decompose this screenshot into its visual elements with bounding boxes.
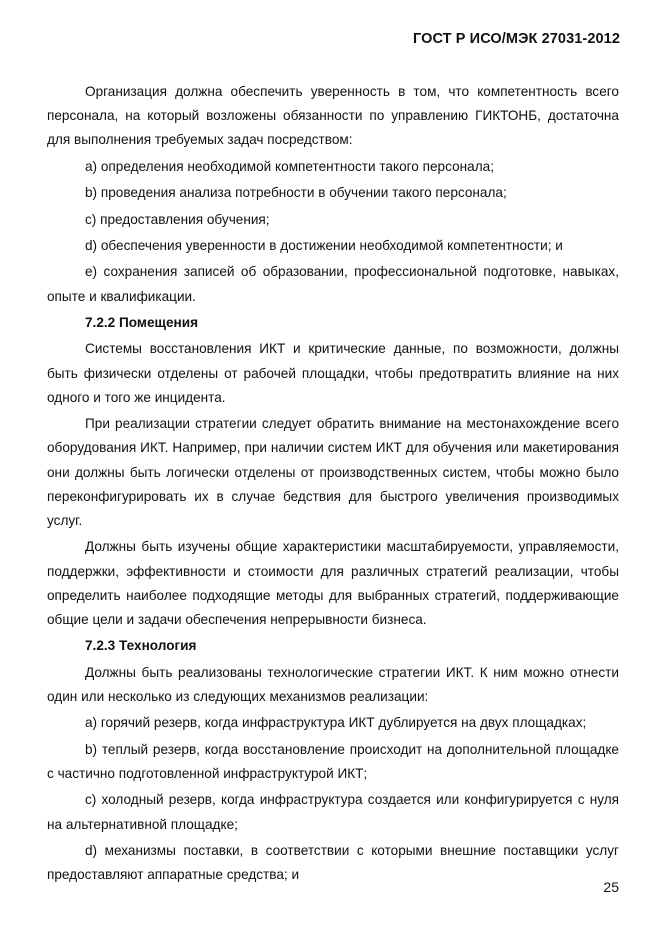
paragraph: Системы восстановления ИКТ и критические данные, по возможности, должны быть физически отделены от рабочей площадки, чтобы предотвратить влияние на них одного и того же инцидента. (47, 341, 619, 405)
list-item: c) холодный резерв, когда инфраструктура создается или конфигурируется с нуля на альтернативной площадке; (47, 792, 619, 832)
paragraph: При реализации стратегии следует обратить внимание на местонахождение всего оборудования ИКТ. Например, при наличии систем ИКТ для обучения или макетирования они должны быть логически отделены от производственных систем, чтобы можно было переконфигурировать их в случае бедствия для быстрого увеличения производимых услуг. (47, 416, 619, 528)
page-number: 25 (603, 879, 619, 895)
paragraph-intro: Организация должна обеспечить уверенность в том, что компетентность всего персонала, на который возложены обязанности по управлению ГИКТОНБ, достаточна для выполнения требуемых задач посредством: (47, 84, 619, 148)
list-item: b) теплый резерв, когда восстановление происходит на дополнительной площадке с частично подготовленной инфраструктурой ИКТ; (47, 741, 619, 781)
list-item: a) горячий резерв, когда инфраструктура ИКТ дублируется на двух площадках; (85, 715, 587, 731)
paragraph: Должны быть изучены общие характеристики масштабируемости, управляемости, поддержки, эффективности и стоимости для различных стратегий реализации, чтобы определить наиболее подходящие методы для выбранных стратегий, поддерживающие общие цели и задачи обеспечения непрерывности бизнеса. (47, 539, 619, 627)
list-item: c) предоставления обучения; (85, 211, 270, 227)
list-item: e) сохранения записей об образовании, профессиональной подготовке, навыках, опыте и квалификации. (47, 264, 619, 304)
section-heading-technology: 7.2.3 Технология (85, 638, 197, 654)
page-body (47, 80, 619, 890)
section-heading-premises: 7.2.2 Помещения (85, 314, 199, 330)
paragraph: Должны быть реализованы технологические стратегии ИКТ. К ним можно отнести один или несколько из следующих механизмов реализации: (47, 664, 619, 704)
document-code-header: ГОСТ Р ИСО/МЭК 27031-2012 (412, 31, 620, 47)
list-item: b) проведения анализа потребности в обучении такого персонала; (85, 185, 507, 201)
list-item: a) определения необходимой компетентности такого персонала; (85, 158, 494, 174)
list-item: d) механизмы поставки, в соответствии с которыми внешние поставщики услуг предоставляют аппаратные средства; и (47, 842, 619, 883)
list-item: d) обеспечения уверенности в достижении необходимой компетентности; и (85, 237, 563, 253)
